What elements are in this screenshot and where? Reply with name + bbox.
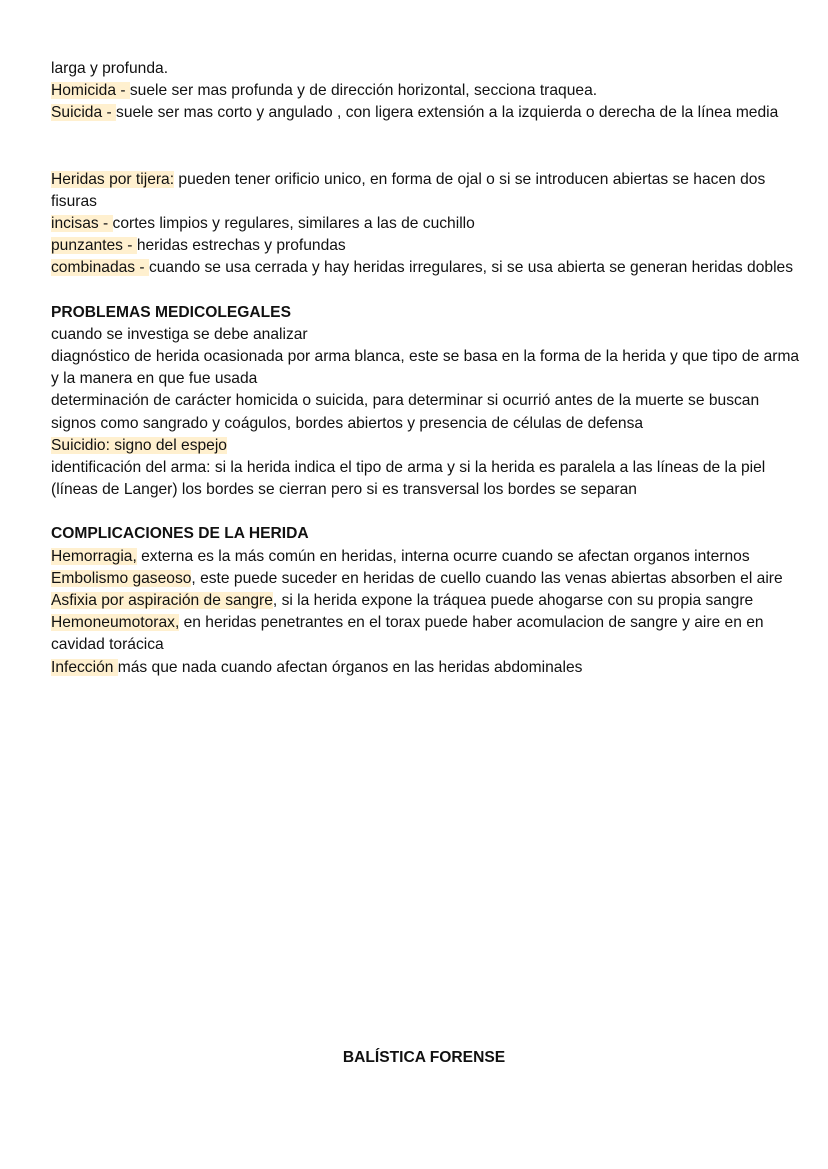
problemas-line: determinación de carácter homicida o suicida, para determinar si ocurrió antes de la muerte se buscan signos como sangrado y coágulos, bordes abiertos y presencia de células de defensa [51, 392, 760, 432]
spacer [51, 280, 801, 302]
homicida-line [51, 80, 801, 102]
complicacion-hemoneumotorax [51, 612, 801, 656]
complicacion-text: externa es la más común en heridas, interna ocurre cuando se afectan organos internos [136, 547, 750, 565]
complicacion-infeccion [51, 657, 801, 679]
complicacion-term: Infección [51, 658, 118, 676]
complicacion-text: más que nada cuando afectan órganos en las heridas abdominales [117, 658, 583, 676]
complicacion-asfixia [51, 590, 801, 612]
complicacion-term: Asfixia por aspiración de sangre [51, 592, 273, 610]
homicida-term: Homicida - [51, 82, 130, 100]
continuation-line: larga y profunda. [51, 60, 169, 77]
tijera-line [51, 169, 801, 213]
complicacion-embolismo [51, 568, 801, 590]
problemas-highlight-line [51, 435, 801, 457]
balistica-section-title: BALÍSTICA FORENSE [342, 1049, 506, 1066]
problemas-last-line: identificación del arma: si la herida indica el tipo de arma y si la herida es paralela a las líneas de la piel (líneas de Langer) los bordes se cierran pero si es transversal los bordes se separan [51, 459, 766, 499]
complicacion-text: , si la herida expone la tráquea puede ahogarse con su propia sangre [272, 592, 754, 610]
document-body [51, 58, 801, 679]
complicaciones-heading: COMPLICACIONES DE LA HERIDA [51, 525, 309, 543]
problemas-heading: PROBLEMAS MEDICOLEGALES [51, 303, 291, 321]
problemas-line: diagnóstico de herida ocasionada por arma blanca, este se basa en la forma de la herida y que tipo de arma y la manera en que fue usada [51, 348, 800, 388]
tijera-item-text: heridas estrechas y profundas [136, 237, 346, 255]
complicacion-term: Hemoneumotorax, [51, 614, 180, 632]
tijera-term: Heridas por tijera: [51, 170, 175, 188]
tijera-item-term: incisas - [51, 215, 113, 233]
tijera-item-punzantes [51, 235, 801, 257]
espejo-highlight: Suicidio: signo del espejo [51, 436, 227, 454]
complicacion-text: en heridas penetrantes en el torax puede haber acomulacion de sangre y aire en en cavidad torácica [51, 614, 764, 654]
spacer [51, 501, 801, 523]
suicida-line [51, 102, 801, 124]
complicacion-text: , este puede suceder en heridas de cuello cuando las venas abiertas absorben el aire [191, 569, 783, 587]
spacer [51, 125, 801, 169]
tijera-text: pueden tener orificio unico, en forma de ojal o si se introducen abiertas se hacen dos fisuras [51, 170, 766, 210]
complicacion-term: Hemorragia, [51, 547, 137, 565]
suicida-text: suele ser mas corto y angulado , con ligera extensión a la izquierda o derecha de la línea media [116, 104, 779, 122]
tijera-item-term: punzantes - [51, 237, 137, 255]
tijera-item-term: combinadas - [51, 259, 149, 277]
complicacion-hemorragia [51, 546, 801, 568]
homicida-text: suele ser mas profunda y de dirección horizontal, secciona traquea. [129, 82, 598, 100]
complicacion-term: Embolismo gaseoso [51, 569, 192, 587]
problemas-line: cuando se investiga se debe analizar [51, 325, 308, 343]
tijera-item-combinadas [51, 257, 801, 279]
tijera-item-text: cuando se usa cerrada y hay heridas irregulares, si se usa abierta se generan heridas dobles [148, 259, 794, 277]
suicida-term: Suicida - [51, 104, 117, 122]
tijera-item-incisas [51, 213, 801, 235]
tijera-item-text: cortes limpios y regulares, similares a las de cuchillo [112, 215, 475, 233]
